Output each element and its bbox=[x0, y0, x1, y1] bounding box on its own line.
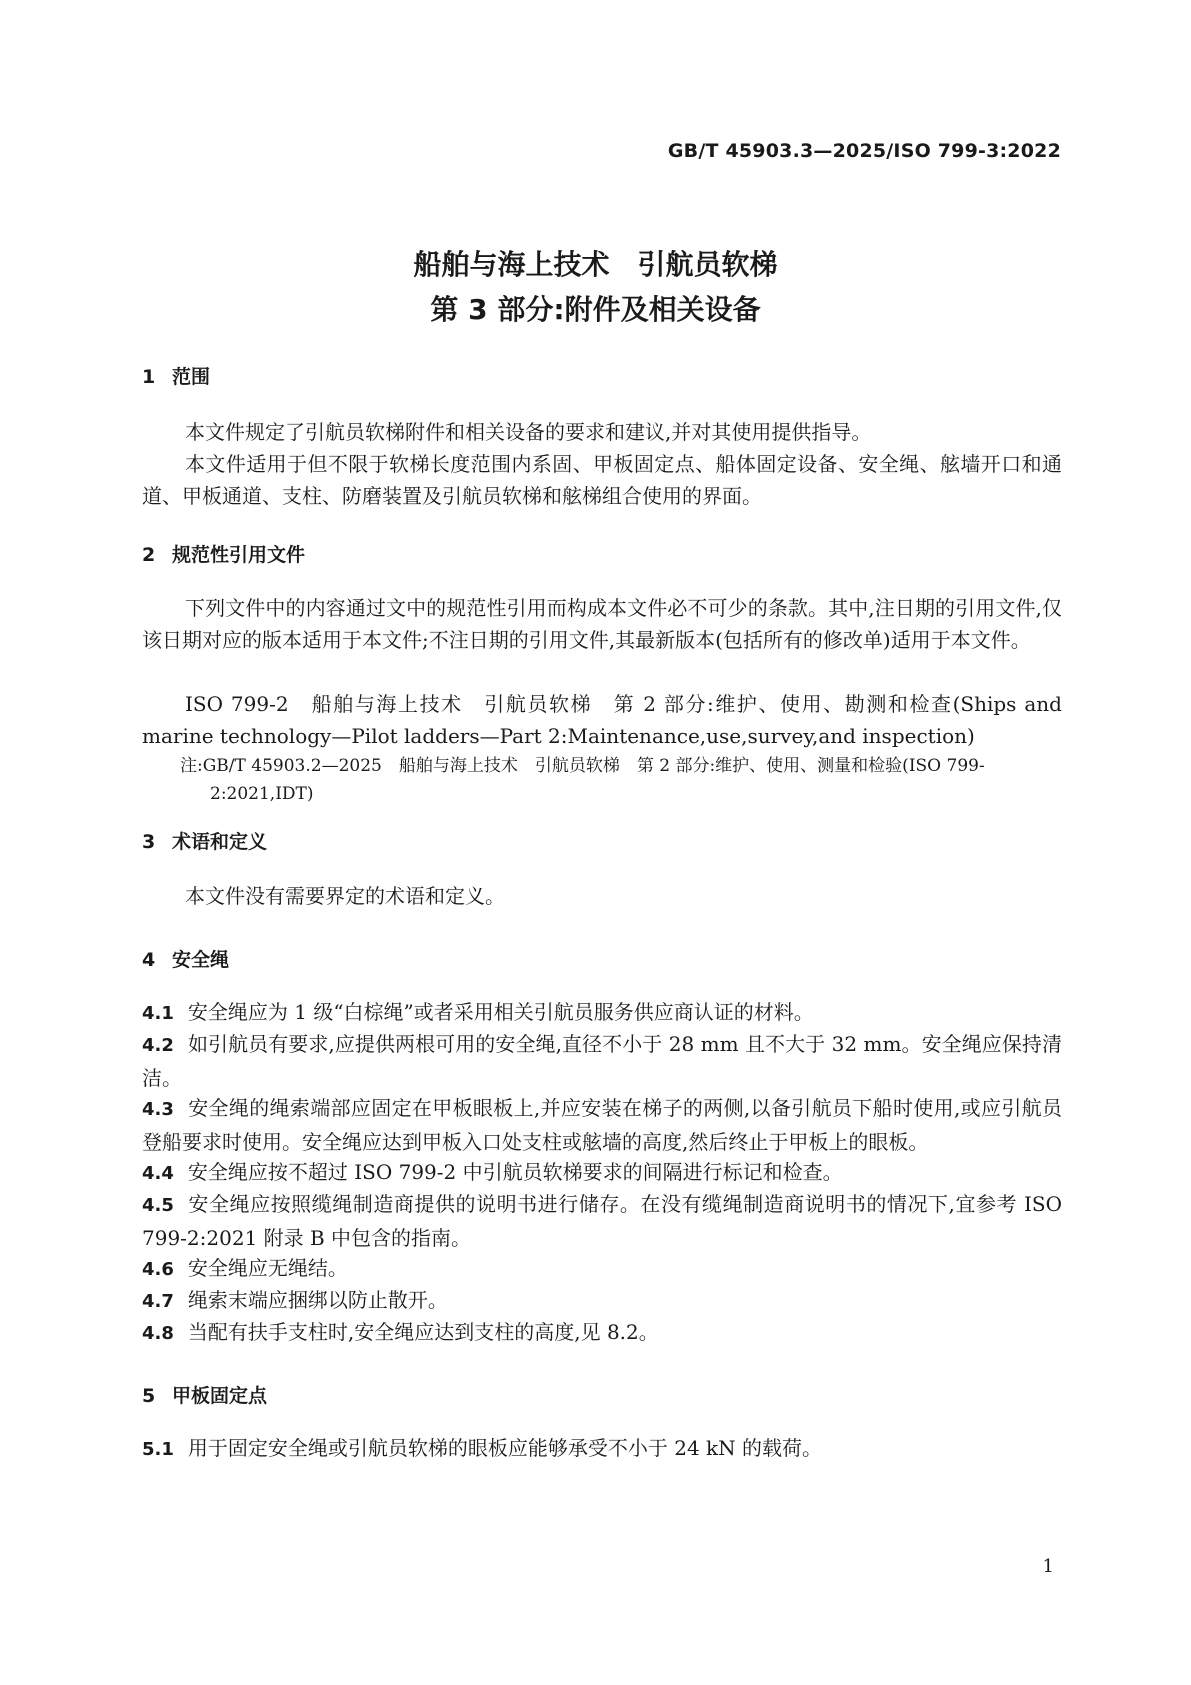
section-number: 4 bbox=[142, 949, 156, 971]
clause-4-1 bbox=[142, 996, 1062, 1030]
section-number: 1 bbox=[142, 366, 156, 388]
clause-text: 安全绳应无绳结。 bbox=[187, 1256, 348, 1280]
clause-number: 4.5 bbox=[142, 1195, 174, 1216]
clause-4-5 bbox=[142, 1188, 1062, 1254]
section-title: 范围 bbox=[172, 366, 211, 388]
section-number: 5 bbox=[142, 1385, 156, 1407]
clause-number: 4.2 bbox=[142, 1035, 174, 1056]
clause-text: 安全绳应按照缆绳制造商提供的说明书进行储存。在没有缆绳制造商说明书的情况下,宜参考 ISO 799-2:2021 附录 B 中包含的指南。 bbox=[142, 1192, 1062, 1250]
section-3-paragraph-1: 本文件没有需要界定的术语和定义。 bbox=[185, 884, 505, 908]
clause-text: 绳索末端应捆绑以防止散开。 bbox=[187, 1288, 448, 1312]
clause-number: 4.1 bbox=[142, 1003, 174, 1024]
reference-note: 注:GB/T 45903.2—2025 船舶与海上技术 引航员软梯 第 2 部分:维护、使用、测量和检验(ISO 799-2:2021,IDT) bbox=[180, 756, 985, 804]
clause-number: 4.7 bbox=[142, 1291, 174, 1312]
clause-4-7 bbox=[142, 1284, 1062, 1318]
section-2-paragraph-1: 下列文件中的内容通过文中的规范性引用而构成本文件必不可少的条款。其中,注日期的引用文件,仅该日期对应的版本适用于本文件;不注日期的引用文件,其最新版本(包括所有的修改单)适用于本文件。 bbox=[142, 596, 1062, 652]
clause-number: 4.8 bbox=[142, 1323, 174, 1344]
clause-number: 4.3 bbox=[142, 1099, 174, 1120]
section-3-heading bbox=[142, 827, 267, 854]
clause-4-8 bbox=[142, 1316, 1062, 1350]
section-title: 术语和定义 bbox=[172, 831, 268, 853]
document-title-line-2: 第 3 部分:附件及相关设备 bbox=[430, 293, 761, 326]
clause-number: 5.1 bbox=[142, 1439, 174, 1460]
clause-text: 用于固定安全绳或引航员软梯的眼板应能够承受不小于 24 kN 的载荷。 bbox=[187, 1436, 823, 1460]
page-number: 1 bbox=[1042, 1556, 1054, 1577]
section-1-paragraph-2: 本文件适用于但不限于软梯长度范围内系固、甲板固定点、船体固定设备、安全绳、舷墙开口和通道、甲板通道、支柱、防磨装置及引航员软梯和舷梯组合使用的界面。 bbox=[142, 452, 1062, 508]
clause-number: 4.4 bbox=[142, 1163, 174, 1184]
clause-4-2 bbox=[142, 1028, 1062, 1094]
section-title: 安全绳 bbox=[172, 949, 230, 971]
normative-reference-entry: ISO 799-2 船舶与海上技术 引航员软梯 第 2 部分:维护、使用、勘测和检查(Ships and marine technology—Pilot ladders—Part 2:Maintenance,use,survey,and inspection) bbox=[142, 692, 1062, 748]
clause-text: 安全绳应为 1 级“白棕绳”或者采用相关引航员服务供应商认证的材料。 bbox=[187, 1000, 814, 1024]
section-2-heading bbox=[142, 540, 305, 567]
clause-5-1 bbox=[142, 1432, 1062, 1466]
section-number: 2 bbox=[142, 544, 156, 566]
clause-text: 当配有扶手支柱时,安全绳应达到支柱的高度,见 8.2。 bbox=[187, 1320, 659, 1344]
clause-4-6 bbox=[142, 1252, 1062, 1286]
clause-4-4 bbox=[142, 1156, 1062, 1190]
section-title: 甲板固定点 bbox=[172, 1385, 268, 1407]
document-title-line-1: 船舶与海上技术 引航员软梯 bbox=[413, 248, 778, 281]
section-5-heading bbox=[142, 1381, 267, 1408]
section-1-paragraph-1: 本文件规定了引航员软梯附件和相关设备的要求和建议,并对其使用提供指导。 bbox=[185, 420, 872, 444]
standard-code: GB/T 45903.3—2025/ISO 799-3:2022 bbox=[667, 140, 1061, 162]
clause-text: 安全绳的绳索端部应固定在甲板眼板上,并应安装在梯子的两侧,以备引航员下船时使用,或应引航员登船要求时使用。安全绳应达到甲板入口处支柱或舷墙的高度,然后终止于甲板上的眼板。 bbox=[142, 1096, 1062, 1154]
clause-number: 4.6 bbox=[142, 1259, 174, 1280]
section-4-heading bbox=[142, 945, 229, 972]
clause-4-3 bbox=[142, 1092, 1062, 1158]
section-title: 规范性引用文件 bbox=[172, 544, 306, 566]
section-1-heading bbox=[142, 362, 210, 389]
clause-text: 如引航员有要求,应提供两根可用的安全绳,直径不小于 28 mm 且不大于 32 mm。安全绳应保持清洁。 bbox=[142, 1032, 1062, 1090]
section-number: 3 bbox=[142, 831, 156, 853]
clause-text: 安全绳应按不超过 ISO 799-2 中引航员软梯要求的间隔进行标记和检查。 bbox=[187, 1160, 843, 1184]
